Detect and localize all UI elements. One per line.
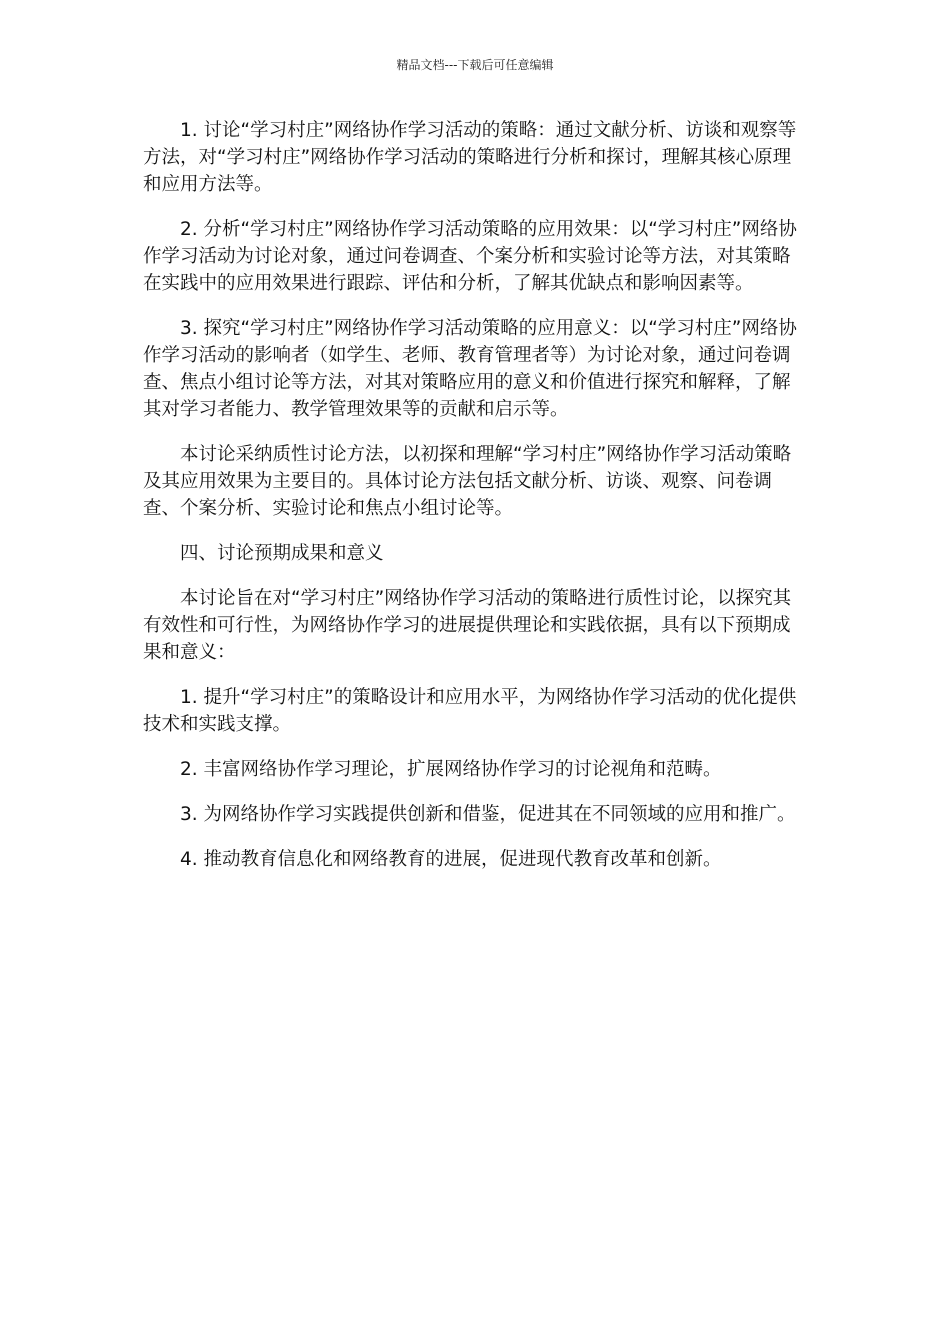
section-heading-outcomes: 四、讨论预期成果和意义	[180, 543, 384, 564]
paragraph-item-3-significance: 3. 探究“学习村庄”网络协作学习活动策略的应用意义：以“学习村庄”网络协作学习活动的影响者（如学生、老师、教育管理者等）为讨论对象，通过问卷调查、焦点小组讨论等方法，对其对策略应用的意义和价值进行探究和解释，了解其对学习者能力、教学管理效果等的贡献和启示等。	[143, 318, 797, 420]
paragraph-outcomes-intro: 本讨论旨在对“学习村庄”网络协作学习活动的策略进行质性讨论，以探究其有效性和可行性，为网络协作学习的进展提供理论和实践依据，具有以下预期成果和意义：	[143, 588, 792, 663]
outcome-item-2: 2. 丰富网络协作学习理论，扩展网络协作学习的讨论视角和范畴。	[180, 759, 722, 780]
outcome-item-3: 3. 为网络协作学习实践提供创新和借鉴，促进其在不同领域的应用和推广。	[180, 804, 796, 825]
paragraph-item-2-effect: 2. 分析“学习村庄”网络协作学习活动策略的应用效果：以“学习村庄”网络协作学习活动为讨论对象，通过问卷调查、个案分析和实验讨论等方法，对其策略在实践中的应用效果进行跟踪、评估和分析，了解其优缺点和影响因素等。	[143, 219, 797, 294]
document-body	[143, 117, 799, 891]
outcome-item-1: 1. 提升“学习村庄”的策略设计和应用水平，为网络协作学习活动的优化提供技术和实践支撑。	[143, 687, 797, 735]
paragraph-methods: 本讨论采纳质性讨论方法，以初探和理解“学习村庄”网络协作学习活动策略及其应用效果为主要目的。具体讨论方法包括文献分析、访谈、观察、问卷调查、个案分析、实验讨论和焦点小组讨论等。	[143, 444, 792, 519]
outcome-item-4: 4. 推动教育信息化和网络教育的进展，促进现代教育改革和创新。	[180, 849, 722, 870]
page-header: 精品文档---下载后可任意编辑	[396, 58, 554, 72]
paragraph-item-1-strategy: 1. 讨论“学习村庄”网络协作学习活动的策略：通过文献分析、访谈和观察等方法，对“学习村庄”网络协作学习活动的策略进行分析和探讨，理解其核心原理和应用方法等。	[143, 120, 797, 195]
